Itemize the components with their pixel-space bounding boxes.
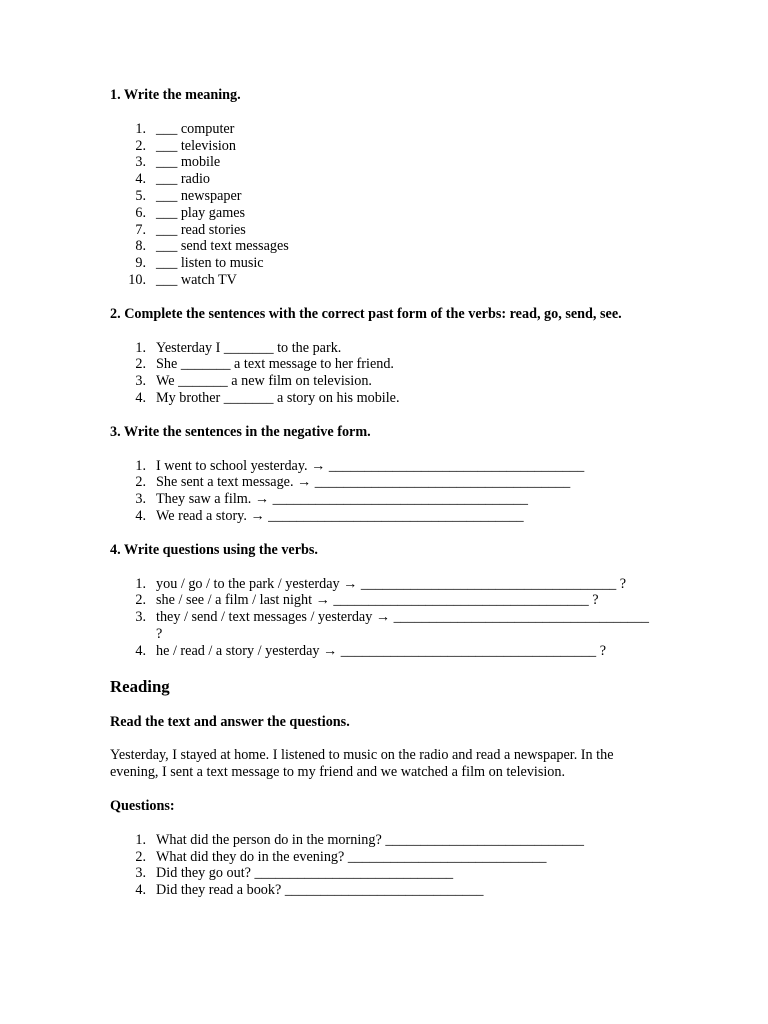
list-item (110, 205, 650, 222)
reading-title: Reading (110, 676, 170, 696)
list-item (110, 474, 650, 491)
item-text: I went to school yesterday. → ____________________________________ (156, 457, 585, 474)
list-item (110, 255, 650, 272)
item-number: 3. (135, 609, 146, 626)
list-item (110, 609, 650, 643)
item-number: 3. (135, 373, 146, 390)
item-number: 2. (135, 592, 146, 609)
item-number: 4. (135, 389, 146, 406)
item-text: ___ listen to music (156, 255, 264, 272)
list-item (110, 154, 650, 171)
item-number: 4. (135, 171, 146, 188)
item-number: 2. (135, 356, 146, 373)
item-number: 1. (135, 339, 146, 356)
list-item (110, 238, 650, 255)
reading-text: Yesterday, I stayed at home. I listened to music on the radio and read a newspaper. In the evening, I sent a text message to my friend and we watched a film on television. (110, 747, 614, 781)
item-number: 2. (135, 848, 146, 865)
item-text: Did they go out? ____________________________ (156, 865, 454, 882)
item-number: 4. (135, 882, 146, 899)
item-text: they / send / text messages / yesterday → ____________________________________ ? (156, 609, 649, 642)
questions-heading: Questions: (110, 797, 175, 814)
list-item (110, 373, 650, 390)
item-number: 10. (128, 271, 146, 288)
item-text: ___ radio (156, 171, 210, 188)
list-item (110, 832, 650, 849)
item-text: What did the person do in the morning? ____________________________ (156, 831, 584, 848)
item-text: he / read / a story / yesterday → ____________________________________ ? (156, 642, 606, 659)
item-text: What did they do in the evening? ____________________________ (156, 848, 547, 865)
list-item (110, 865, 650, 882)
list-item (110, 592, 650, 609)
section-3 (110, 424, 650, 525)
item-number: 9. (135, 255, 146, 272)
list-item (110, 188, 650, 205)
questions-list (110, 576, 650, 660)
list-item (110, 849, 650, 866)
section-4 (110, 542, 650, 660)
reading-questions-list (110, 832, 650, 899)
list-item (110, 508, 650, 525)
item-text: She _______ a text message to her friend. (156, 356, 394, 373)
section-heading: 3. Write the sentences in the negative form. (110, 423, 371, 440)
list-item (110, 882, 650, 899)
list-item (110, 643, 650, 660)
item-text: you / go / to the park / yesterday → ____________________________________ ? (156, 575, 627, 592)
item-text: ___ read stories (156, 221, 246, 238)
item-text: ___ play games (156, 204, 246, 221)
list-item (110, 356, 650, 373)
list-item (110, 576, 650, 593)
item-text: ___ mobile (156, 154, 221, 171)
list-item (110, 390, 650, 407)
item-text: ___ computer (156, 120, 235, 137)
list-item (110, 458, 650, 475)
item-number: 8. (135, 238, 146, 255)
list-item (110, 272, 650, 289)
reading-instruction: Read the text and answer the questions. (110, 713, 350, 730)
item-number: 1. (135, 575, 146, 592)
list-item (110, 171, 650, 188)
section-1 (110, 87, 650, 289)
item-number: 7. (135, 221, 146, 238)
item-text: My brother _______ a story on his mobile. (156, 389, 400, 406)
item-text: ___ send text messages (156, 238, 289, 255)
negative-form-list (110, 458, 650, 525)
item-text: ___ newspaper (156, 187, 242, 204)
item-number: 4. (135, 507, 146, 524)
list-item (110, 222, 650, 239)
item-text: We _______ a new film on television. (156, 373, 372, 390)
past-form-list (110, 340, 650, 407)
item-text: ___ television (156, 137, 236, 154)
reading-section (110, 677, 650, 899)
item-number: 4. (135, 642, 146, 659)
section-heading: 2. Complete the sentences with the correct past form of the verbs: read, go, send, see. (110, 305, 622, 322)
meaning-list (110, 121, 650, 289)
section-heading: 4. Write questions using the verbs. (110, 541, 318, 558)
item-number: 1. (135, 831, 146, 848)
item-number: 3. (135, 154, 146, 171)
item-text: We read a story. → ____________________________________ (156, 507, 524, 524)
item-text: Yesterday I _______ to the park. (156, 339, 342, 356)
list-item (110, 340, 650, 357)
item-number: 3. (135, 865, 146, 882)
item-number: 1. (135, 457, 146, 474)
item-number: 6. (135, 204, 146, 221)
item-text: They saw a film. → ____________________________________ (156, 491, 528, 508)
item-number: 2. (135, 137, 146, 154)
item-text: She sent a text message. → ____________________________________ (156, 474, 571, 491)
list-item (110, 491, 650, 508)
item-text: Did they read a book? ____________________________ (156, 882, 484, 899)
item-number: 5. (135, 187, 146, 204)
section-heading: 1. Write the meaning. (110, 87, 241, 103)
item-text: she / see / a film / last night → ____________________________________ ? (156, 592, 599, 609)
item-number: 1. (135, 120, 146, 137)
item-number: 2. (135, 474, 146, 491)
item-text: ___ watch TV (156, 271, 237, 288)
list-item (110, 121, 650, 138)
section-2 (110, 306, 650, 407)
item-number: 3. (135, 491, 146, 508)
list-item (110, 138, 650, 155)
